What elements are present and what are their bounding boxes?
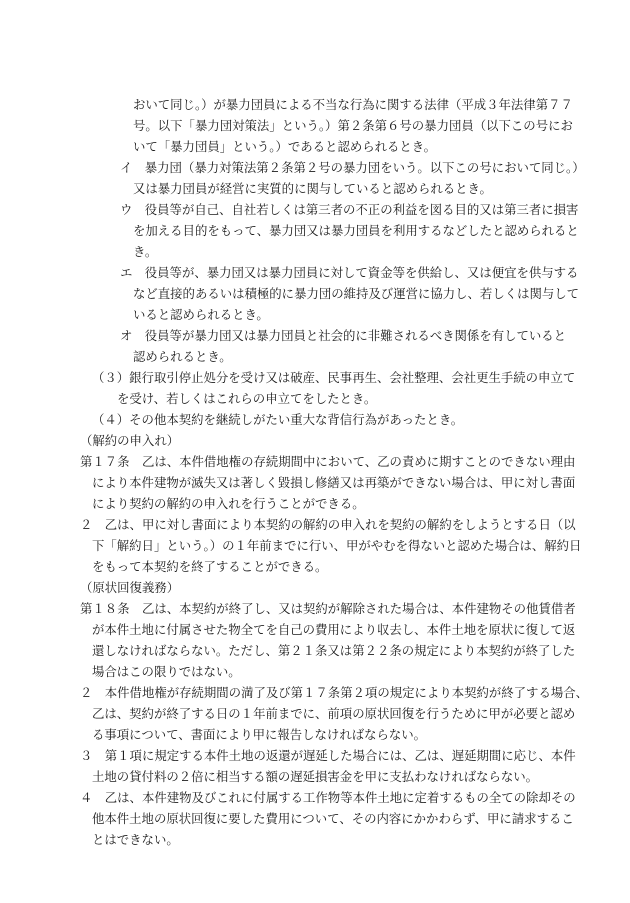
text-line: いて「暴力団員」という。）であると認められるとき。 xyxy=(133,139,437,154)
text-line: により本件建物が滅失又は著しく毀損し修繕又は再築ができない場合は、甲に対し書面 xyxy=(92,475,576,490)
text-line: 場合はこの限りではない。 xyxy=(92,664,241,679)
article-line: 第１８条 乙は、本契約が終了し、又は契約が解除された場合は、本件建物その他賃借者 xyxy=(80,601,576,616)
text-line: 還しなければならない。ただし、第２１条又は第２２条の規定により本契約が終了した xyxy=(92,643,576,658)
paragraph-line: ４ 乙は、本件建物及びこれに付属する工作物等本件土地に定着するもの全ての除却その xyxy=(80,790,576,805)
text-line: おいて同じ。）が暴力団員による不当な行為に関する法律（平成３年法律第７７ xyxy=(133,97,573,112)
text-line: 乙は、契約が終了する日の１年前までに、前項の原状回復を行うために甲が必要と認め xyxy=(92,706,576,721)
text-line: 他本件土地の原状回復に要した費用について、その内容にかかわらず、甲に請求するこ xyxy=(92,811,574,826)
text-line: 又は暴力団員が経営に実質的に関与していると認められるとき。 xyxy=(133,181,492,196)
text-line: 土地の貸付料の２倍に相当する額の遅延損害金を甲に支払わなければならない。 xyxy=(92,769,539,784)
text-line: 認められるとき。 xyxy=(133,349,232,364)
section-heading: （解約の申入れ） xyxy=(80,433,180,448)
text-line: 号。以下「暴力団対策法」という。）第２条第６号の暴力団員（以下この号にお xyxy=(133,118,573,133)
text-line: る事項について、書面により甲に報告しなければならない。 xyxy=(92,727,427,742)
text-line: を受け、若しくはこれらの申立てをしたとき。 xyxy=(117,391,377,406)
paragraph-line: ２ 本件借地権が存続期間の満了及び第１７条第２項の規定により本契約が終了する場合、 xyxy=(80,685,589,700)
text-line: （３）銀行取引停止処分を受け又は破産、民事再生、会社整理、会社更生手続の申立て xyxy=(92,370,576,385)
text-line: ウ 役員等が自己、自社若しくは第三者の不正の利益を図る目的又は第三者に損害 xyxy=(120,202,579,217)
paragraph-line: ２ 乙は、甲に対し書面により本契約の解約の申入れを契約の解約をしようとする日（以 xyxy=(80,517,576,532)
text-line: エ 役員等が、暴力団又は暴力団員に対して資金等を供給し、又は便宜を供与する xyxy=(120,265,579,280)
text-line: イ 暴力団（暴力対策法第２条第２号の暴力団をいう。以下この号において同じ。） xyxy=(120,160,585,175)
text-line: が本件土地に付属させた物全てを自己の費用により収去し、本件土地を原状に復して返 xyxy=(92,622,576,637)
text-line: いると認められるとき。 xyxy=(133,307,269,322)
text-line: き。 xyxy=(133,244,158,259)
text-line: など直接的あるいは積極的に暴力団の維持及び運営に協力し、若しくは関与して xyxy=(133,286,580,301)
article-line: 第１７条 乙は、本件借地権の存続期間中において、乙の責めに期すことのできない理由 xyxy=(80,454,576,469)
text-line: により契約の解約の申入れを行うことができる。 xyxy=(92,496,365,511)
section-heading: （原状回復義務） xyxy=(80,580,180,595)
text-line: 下「解約日」という。）の１年前までに行い、甲がやむを得ないと認めた場合は、解約日 xyxy=(92,538,582,553)
text-line: をもって本契約を終了することができる。 xyxy=(92,559,328,574)
text-line: とはできない。 xyxy=(92,832,179,847)
text-line: を加える目的をもって、暴力団又は暴力団員を利用するなどしたと認められると xyxy=(133,223,579,238)
text-line: オ 役員等が暴力団又は暴力団員と社会的に非難されるべき関係を有していると xyxy=(120,328,567,343)
text-line: （４）その他本契約を継続しがたい重大な背信行為があったとき。 xyxy=(92,412,464,427)
paragraph-line: ３ 第１項に規定する本件土地の返還が遅延した場合には、乙は、遅延期間に応じ、本件 xyxy=(80,748,576,763)
